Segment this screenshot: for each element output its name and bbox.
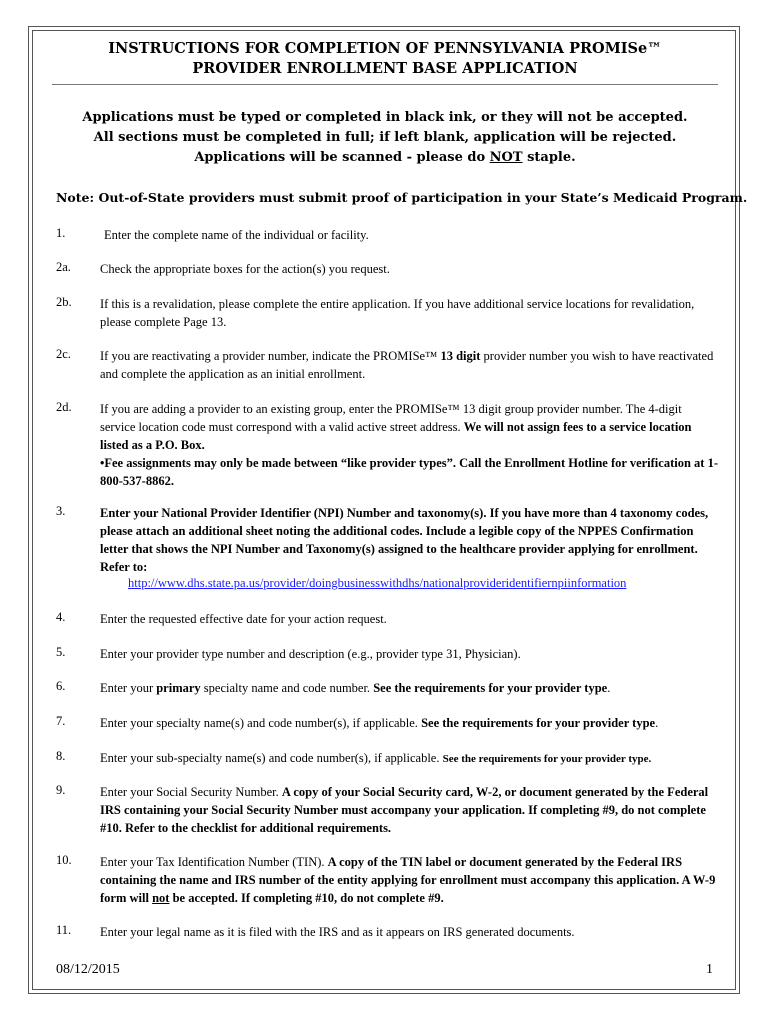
title-divider [52, 84, 718, 85]
item-text: Enter the complete name of the individual or facility. [104, 228, 369, 242]
item-text: Enter your specialty name(s) and code number(s), if applicable. See the requirements for your provider type. [100, 716, 659, 730]
item-text: If this is a revalidation, please complete the entire application. If you have additional service locations for revalidation, please complete Page 13. [100, 297, 695, 329]
item-number: 9. [56, 783, 66, 797]
item-text: If you are adding a provider to an existing group, enter the PROMISe™ 13 digit group provider number. The 4-digit service location code must correspond with a valid active street address. We will not assign fees to a service location listed as a P.O. Box. •Fee assignments may only be made between “like provider types”. Call the Enrollment Hotline for verification at 1-800-537-8862. [100, 402, 718, 488]
item-text: If you are reactivating a provider number, indicate the PROMISe™ 13 digit provider number you wish to have reactivated and complete the application as an initial enrollment. [100, 349, 714, 381]
item-number: 3. [56, 504, 66, 518]
item-number: 7. [56, 714, 66, 728]
item-number: 4. [56, 610, 66, 624]
item-number: 8. [56, 749, 66, 763]
item-number: 11. [56, 923, 72, 937]
item-text: Enter your legal name as it is filed with the IRS and as it appears on IRS generated documents. [100, 925, 575, 939]
item-number: 2c. [56, 347, 71, 361]
banner-line2: All sections must be completed in full; if left blank, application will be rejected. [93, 130, 677, 145]
document-title-line1: INSTRUCTIONS FOR COMPLETION OF PENNSYLVANIA PROMISe™ [108, 40, 662, 57]
item-number: 2b. [56, 295, 72, 309]
item-text: Enter your sub-specialty name(s) and code number(s), if applicable. See the requirements for your provider type. [100, 751, 652, 765]
page-number: 1 [706, 962, 713, 977]
item-text: Enter your Social Security Number. A copy of your Social Security card, W-2, or document generated by the Federal IRS containing your Social Security Number must accompany your application. If completing #9, do not complete #10. Refer to the checklist for additional requirements. [100, 785, 709, 835]
note-out-of-state: Note: Out-of-State providers must submit proof of participation in your State’s Medicaid Program. [56, 190, 748, 205]
item-number: 1. [56, 226, 66, 240]
footer-date: 08/12/2015 [56, 962, 120, 977]
item-text: Enter your provider type number and description (e.g., provider type 31, Physician). [100, 647, 521, 661]
document-title-line2: PROVIDER ENROLLMENT BASE APPLICATION [192, 60, 578, 77]
item-text: Enter your Tax Identification Number (TIN). A copy of the TIN label or document generated by the Federal IRS containing the name and IRS number of the entity applying for enrollment must accompany this application. A W-9 form will not be accepted. If completing #10, do not complete #9. [100, 855, 716, 905]
item-number: 2a. [56, 260, 71, 274]
item-number: 5. [56, 645, 66, 659]
item-text: Enter the requested effective date for your action request. [100, 612, 387, 626]
item-text: Check the appropriate boxes for the action(s) you request. [100, 262, 390, 276]
item-text: Enter your National Provider Identifier (NPI) Number and taxonomy(s). If you have more than 4 taxonomy codes, please attach an additional sheet noting the additional codes. Include a legible copy of the NPPES Confirmation letter that shows the NPI Number and Taxonomy(s) assigned to the healthcare provider applying for enrollment. Refer to: [100, 506, 709, 574]
item-number: 2d. [56, 400, 72, 414]
banner-line1: Applications must be typed or completed in black ink, or they will not be accepted. [82, 110, 688, 125]
banner-line3: Applications will be scanned - please do NOT staple. [194, 150, 576, 165]
item-number: 10. [56, 853, 72, 867]
item-text: Enter your primary specialty name and code number. See the requirements for your provider type. [100, 681, 611, 695]
item-number: 6. [56, 679, 66, 693]
npi-information-link[interactable]: http://www.dhs.state.pa.us/provider/doingbusinesswithdhs/nationalprovideridentifiernpiinformation [128, 576, 627, 590]
